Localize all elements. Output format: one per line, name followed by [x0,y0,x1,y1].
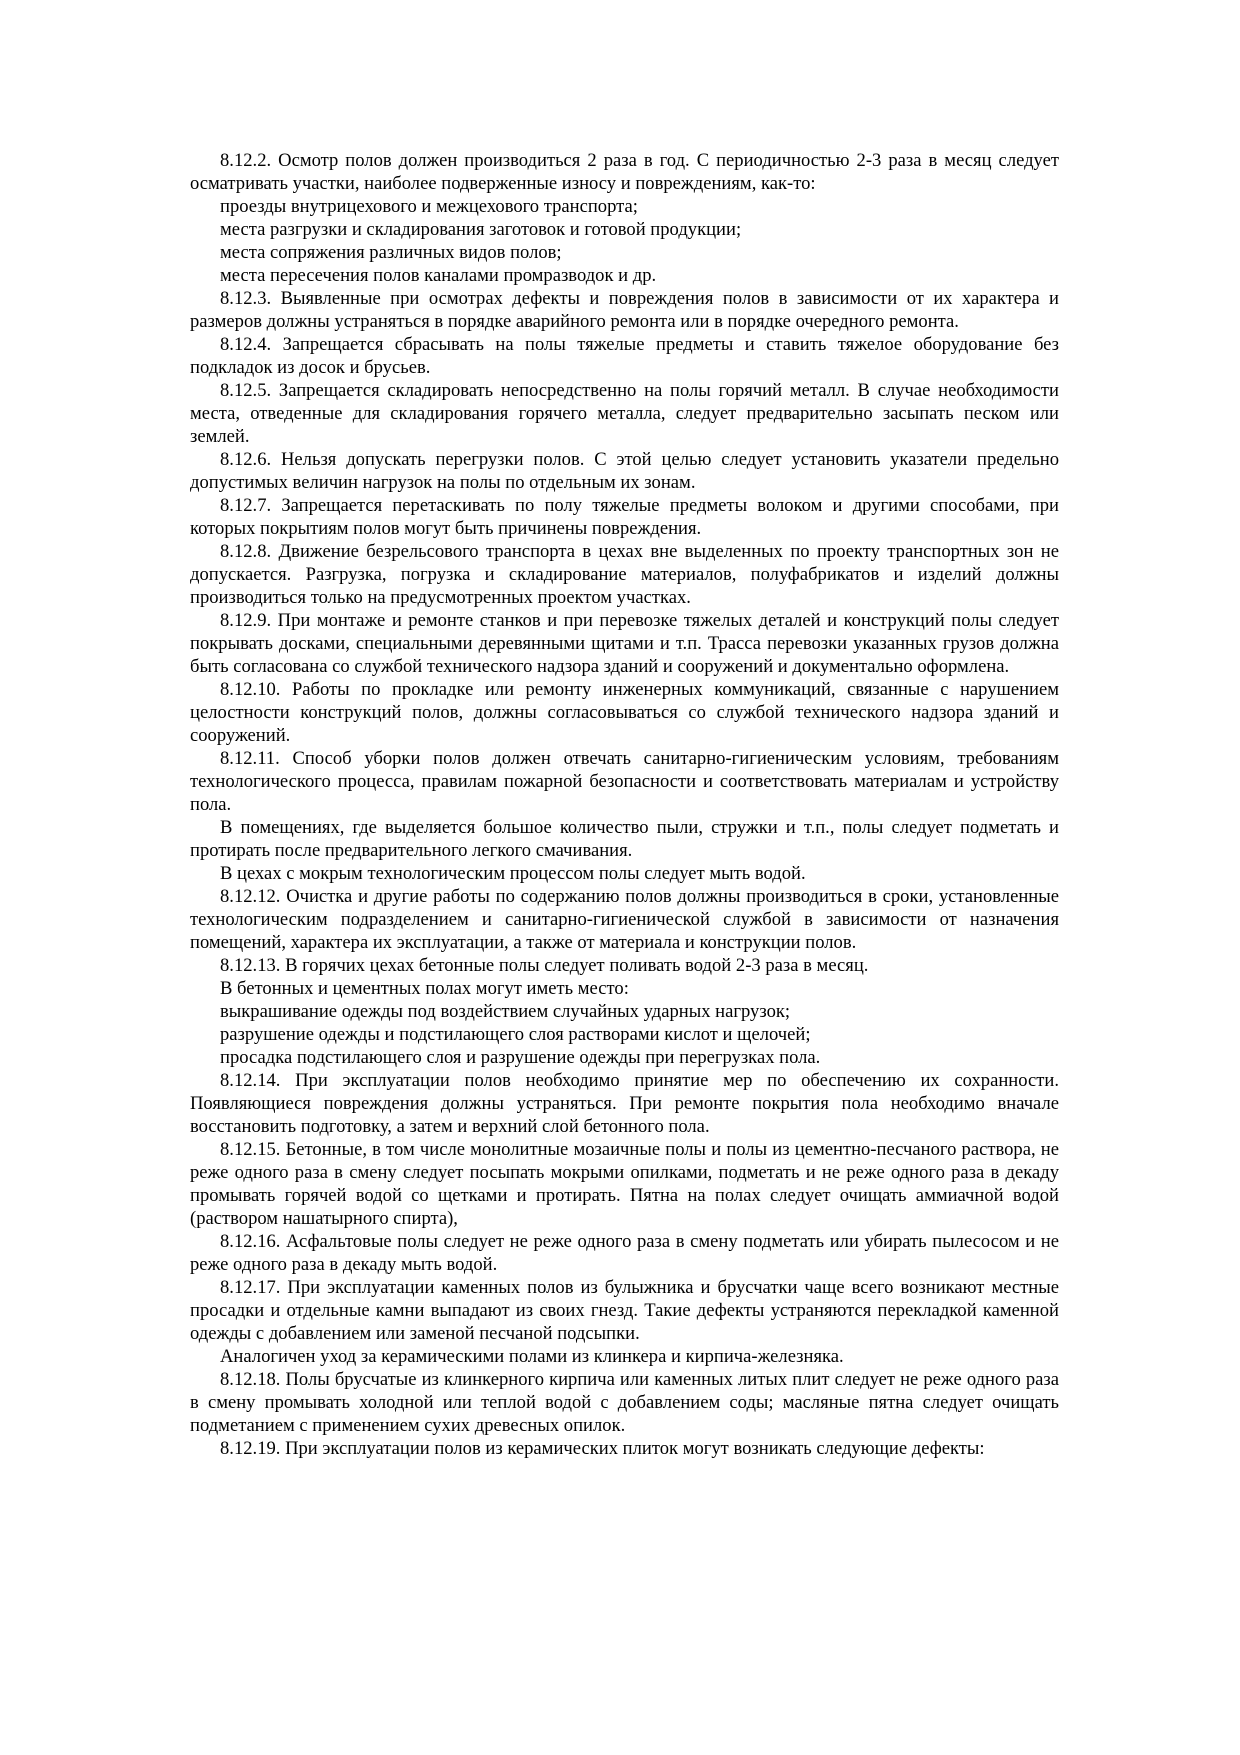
paragraph-clinker-care: Аналогичен уход за керамическими полами из клинкера и кирпича-железняка. [220,1346,844,1367]
document-page [190,149,1059,1460]
list-item-transport-passages: проезды внутрицехового и межцехового транспорта; [220,196,638,217]
paragraph-8-12-12: 8.12.12. Очистка и другие работы по содержанию полов должны производиться в сроки, установленные технологическим подразделением и санитарно-гигиенической службой в зависимости от назначения помещений, характера их эксплуатации, а также от материала и конструкции полов. [190,886,1059,953]
paragraph-concrete-defects-intro: В бетонных и цементных полах могут иметь место: [220,978,629,999]
paragraph-8-12-5: 8.12.5. Запрещается складировать непосредственно на полы горячий металл. В случае необходимости места, отведенные для складирования горячего металла, следует предварительно засыпать песком или землей. [190,380,1059,447]
paragraph-8-12-15: 8.12.15. Бетонные, в том числе монолитные мозаичные полы и полы из цементно-песчаного раствора, не реже одного раза в смену следует посыпать мокрыми опилками, подметать и не реже одного раза в декаду промывать горячей водой со щетками и протирать. Пятна на полах следует очищать аммиачной водой (раствором нашатырного спирта), [190,1139,1059,1229]
list-item-floor-junctions: места сопряжения различных видов полов; [220,242,562,263]
paragraph-8-12-7: 8.12.7. Запрещается перетаскивать по полу тяжелые предметы волоком и другими способами, при которых покрытиям полов могут быть причинены повреждения. [190,495,1059,539]
list-item-acid-damage: разрушение одежды и подстилающего слоя растворами кислот и щелочей; [220,1024,811,1045]
paragraph-8-12-6: 8.12.6. Нельзя допускать перегрузки полов. С этой целью следует установить указатели предельно допустимых величин нагрузок на полы по отдельным их зонам. [190,449,1059,493]
paragraph-8-12-18: 8.12.18. Полы брусчатые из клинкерного кирпича или каменных литых плит следует не реже одного раза в смену промывать холодной или теплой водой с добавлением соды; масляные пятна следует очищать подметанием с применением сухих древесных опилок. [190,1369,1059,1436]
paragraph-dusty-rooms: В помещениях, где выделяется большое количество пыли, стружки и т.п., полы следует подметать и протирать после предварительного легкого смачивания. [190,817,1059,861]
paragraph-8-12-10: 8.12.10. Работы по прокладке или ремонту инженерных коммуникаций, связанные с нарушением целостности конструкций полов, должны согласовываться со службой технического надзора зданий и сооружений. [190,679,1059,746]
paragraph-8-12-11: 8.12.11. Способ уборки полов должен отвечать санитарно-гигиеническим условиям, требованиям технологического процесса, правилам пожарной безопасности и соответствовать материалам и устройству пола. [190,748,1059,815]
paragraph-8-12-8: 8.12.8. Движение безрельсового транспорта в цехах вне выделенных по проекту транспортных зон не допускается. Разгрузка, погрузка и складирование материалов, полуфабрикатов и изделий должны производиться только на предусмотренных проектом участках. [190,541,1059,608]
paragraph-8-12-16: 8.12.16. Асфальтовые полы следует не реже одного раза в смену подметать или убирать пылесосом и не реже одного раза в декаду мыть водой. [190,1231,1059,1275]
list-item-channel-crossings: места пересечения полов каналами промразводок и др. [220,265,657,286]
paragraph-8-12-14: 8.12.14. При эксплуатации полов необходимо принятие мер по обеспечению их сохранности. Появляющиеся повреждения должны устраняться. При ремонте покрытия пола необходимо вначале восстановить подготовку, а затем и верхний слой бетонного пола. [190,1070,1059,1137]
paragraph-8-12-4: 8.12.4. Запрещается сбрасывать на полы тяжелые предметы и ставить тяжелое оборудование без подкладок из досок и брусьев. [190,334,1059,378]
paragraph-8-12-19: 8.12.19. При эксплуатации полов из керамических плиток могут возникать следующие дефекты: [220,1438,985,1459]
paragraph-8-12-17: 8.12.17. При эксплуатации каменных полов из булыжника и брусчатки чаще всего возникают местные просадки и отдельные камни выпадают из своих гнезд. Такие дефекты устраняются перекладкой каменной одежды с добавлением или заменой песчаной подсыпки. [190,1277,1059,1344]
list-item-unloading-areas: места разгрузки и складирования заготовок и готовой продукции; [220,219,742,240]
paragraph-8-12-13: 8.12.13. В горячих цехах бетонные полы следует поливать водой 2-3 раза в месяц. [220,955,869,976]
paragraph-8-12-3: 8.12.3. Выявленные при осмотрах дефекты и повреждения полов в зависимости от их характера и размеров должны устраняться в порядке аварийного ремонта или в порядке очередного ремонта. [190,288,1059,332]
list-item-subsidence: просадка подстилающего слоя и разрушение одежды при перегрузках пола. [220,1047,821,1068]
list-item-chipping: выкрашивание одежды под воздействием случайных ударных нагрузок; [220,1001,791,1022]
paragraph-wet-process: В цехах с мокрым технологическим процессом полы следует мыть водой. [220,863,806,884]
paragraph-8-12-2: 8.12.2. Осмотр полов должен производиться 2 раза в год. С периодичностью 2-3 раза в месяц следует осматривать участки, наиболее подверженные износу и повреждениям, как-то: [190,150,1059,194]
paragraph-8-12-9: 8.12.9. При монтаже и ремонте станков и при перевозке тяжелых деталей и конструкций полы следует покрывать досками, специальными деревянными щитами и т.п. Трасса перевозки указанных грузов должна быть согласована со службой технического надзора зданий и сооружений и документально оформлена. [190,610,1059,677]
